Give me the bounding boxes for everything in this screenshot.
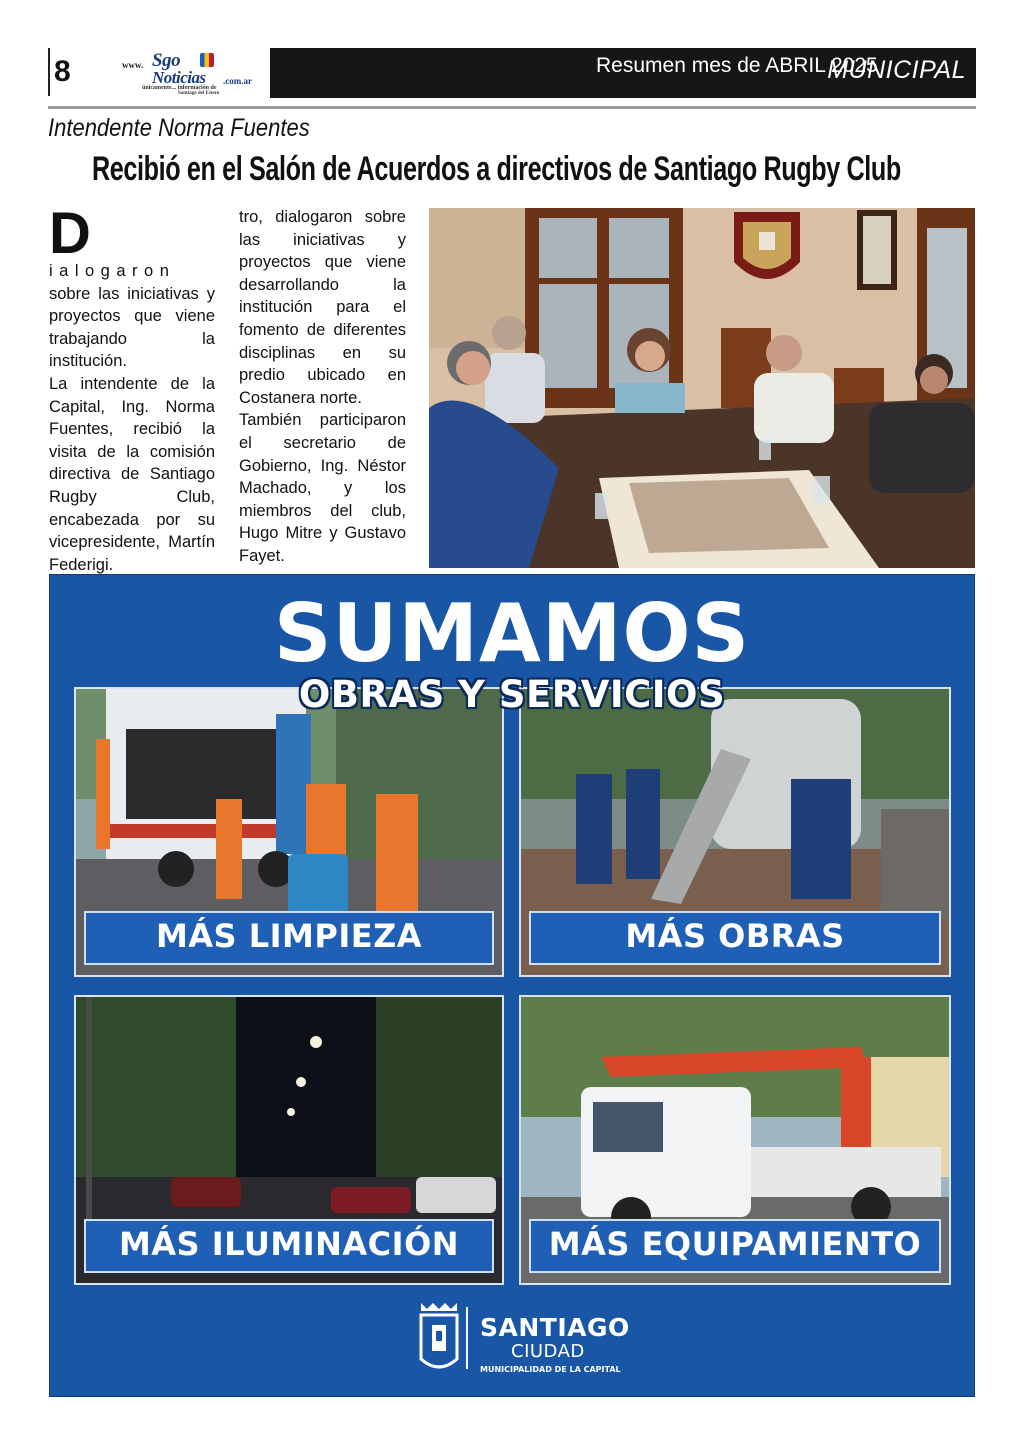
article-headline: Recibió en el Salón de Acuerdos a directivos de Santiago Rugby Club <box>92 150 901 188</box>
header-bar <box>270 48 976 98</box>
meeting-photo-illustration <box>429 208 975 568</box>
logo-tagline-2: Santiago del Estero <box>178 91 220 96</box>
article-paragraph: También participaron el secretario de Gobierno, Ing. Néstor Machado, y los miembros del club, Hugo Mitre y Gustavo Fayet. <box>239 411 406 565</box>
section-name: MUNICIPAL <box>827 56 966 84</box>
tile-limpieza <box>74 687 504 977</box>
tile-label: MÁS EQUIPAMIENTO <box>529 1219 941 1273</box>
tile-label: MÁS ILUMINACIÓN <box>84 1219 494 1273</box>
page-header <box>48 48 976 98</box>
logo-divider <box>466 1307 468 1369</box>
logo-domain: .com.ar <box>223 76 252 86</box>
meeting-photo <box>429 208 975 568</box>
tile-obras <box>519 687 951 977</box>
tile-iluminacion <box>74 995 504 1285</box>
article-kicker: Intendente Norma Fuentes <box>48 114 310 142</box>
article-column-2 <box>239 206 406 568</box>
city-shield-icon <box>417 1299 461 1377</box>
tile-equipamiento <box>519 995 951 1285</box>
article-column-1 <box>49 201 215 599</box>
logo-name-line1: Sgo <box>152 50 181 71</box>
tile-label: MÁS LIMPIEZA <box>84 911 494 965</box>
logo-name-line2: Noticias <box>152 68 206 87</box>
ad-headline: SUMAMOS <box>273 587 751 680</box>
tile-label: MÁS OBRAS <box>529 911 941 965</box>
article-paragraph: tro, dialogaron sobre las iniciativas y proyectos que viene desarrollando la institución para el fomento de diferentes disciplinas en su predio ubicado en Costanera norte. <box>239 208 406 407</box>
drop-cap: D <box>49 201 91 266</box>
ad-subheadline: OBRAS Y SERVICIOS <box>298 673 726 716</box>
page-number: 8 <box>48 48 82 96</box>
logo-www: www. <box>122 60 144 70</box>
issue-title: Resumen mes de ABRIL 2025 <box>596 54 878 77</box>
header-divider <box>48 106 976 109</box>
santiago-ciudad-logo <box>415 1297 630 1379</box>
flag-icon <box>200 53 214 67</box>
logo-ciudad: CIUDAD <box>511 1341 585 1362</box>
drop-cap-word: ialogaron <box>49 262 176 280</box>
logo-tagline: únicamente... información de <box>142 85 217 91</box>
article-paragraph: La intendente de la Capital, Ing. Norma Fuentes, recibió la visita de la comisión directiva de Santiago Rugby Club, encabezada por su vicepresidente, Martín Federigi. <box>49 374 215 574</box>
municipal-advertisement <box>49 574 975 1397</box>
article-text: sobre las iniciativas y proyectos que viene trabajando la institución. <box>49 284 215 371</box>
logo-santiago: SANTIAGO <box>480 1313 630 1342</box>
logo-municipalidad: MUNICIPALIDAD DE LA CAPITAL <box>480 1365 621 1374</box>
